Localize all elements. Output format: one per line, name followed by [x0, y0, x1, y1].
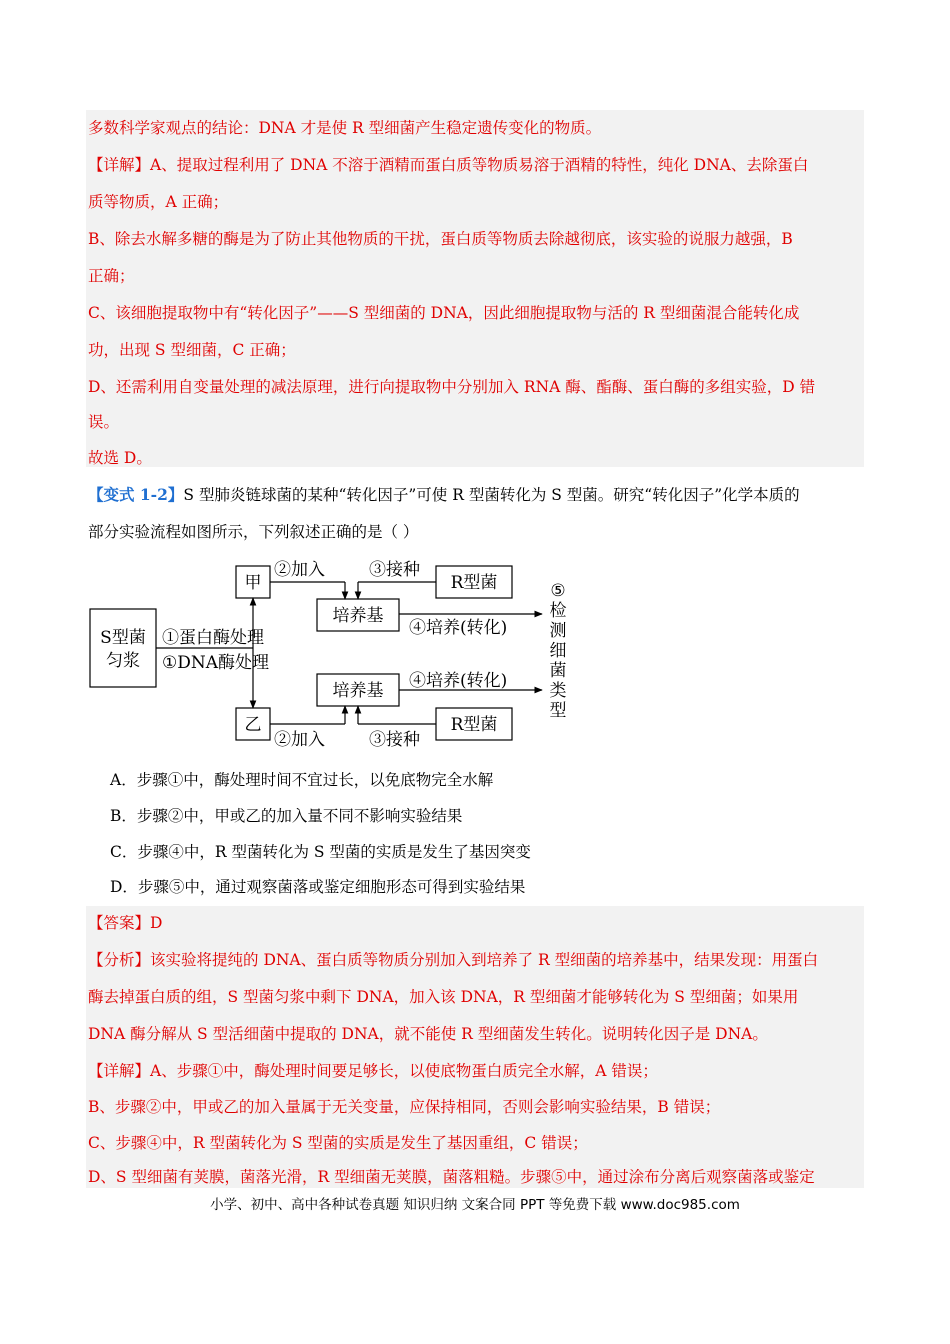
inoculate-label-bottom: ③接种 [369, 730, 420, 750]
analysis-line-3: DNA 酶分解从 S 型活细菌中提取的 DNA，就不能使 R 型细菌发生转化。说明转化因子是 DNA。 [88, 1025, 768, 1043]
inoculate-label-top: ③接种 [369, 560, 420, 580]
detail-text-a: A、提取过程利用了 DNA 不溶于酒精而蛋白质等物质易溶于酒精的特性，纯化 DNA、去除蛋白 [150, 156, 809, 174]
detect-char: 类 [549, 681, 567, 701]
detail-line-6: 功，出现 S 型细菌，C 正确； [88, 341, 296, 359]
detail2-line-4: D、S 型细菌有荚膜，菌落光滑，R 型细菌无荚膜，菌落粗糙。步骤⑤中，通过涂布分离后观察菌落或鉴定 [88, 1168, 815, 1186]
detect-char: 型 [549, 701, 567, 721]
culture-label-top: ④培养(转化) [409, 618, 508, 638]
add-label-bottom: ②加入 [274, 730, 325, 750]
detail-line-7: D、还需利用自变量处理的减法原理，进行向提取物中分别加入 RNA 酶、酯酶、蛋白酶的多组实验，D 错 [88, 378, 816, 396]
option-d: D．步骤⑤中，通过观察菌落或鉴定细胞形态可得到实验结果 [110, 878, 526, 896]
medium-label-top: 培养基 [332, 606, 384, 626]
yi-label: 乙 [244, 715, 262, 735]
add-label-top: ②加入 [274, 560, 325, 580]
detail2-line-1 [88, 1061, 864, 1081]
detect-char: 测 [549, 621, 567, 641]
detail2-text-1: A、步骤①中，酶处理时间要足够长，以使底物蛋白质完全水解，A 错误； [150, 1062, 658, 1080]
r-strain-label-bottom: R型菌 [450, 715, 498, 735]
detect-char: 菌 [549, 661, 567, 681]
option-a: A．步骤①中，酶处理时间不宜过长，以免底物完全水解 [110, 771, 494, 789]
jia-label: 甲 [244, 573, 262, 593]
analysis-text-1: 该实验将提纯的 DNA、蛋白质等物质分别加入到培养了 R 型细菌的培养基中，结果发现：用蛋白 [150, 951, 819, 969]
detail-line-5: C、该细胞提取物中有“转化因子”——S 型细菌的 DNA，因此细胞提取物与活的 R 型细菌混合能转化成 [88, 304, 800, 322]
detail-line-8: 误。 [88, 413, 120, 431]
question-line-2: 部分实验流程如图所示，下列叙述正确的是（ ） [88, 523, 419, 541]
detail-line-3: B、除去水解多糖的酶是为了防止其他物质的干扰，蛋白质等物质去除越彻底，该实验的说服力越强，B [88, 230, 793, 248]
detect-char: 检 [549, 601, 567, 621]
s-box-label-2: 匀浆 [106, 651, 140, 671]
detail-tag: 【详解】 [88, 156, 151, 174]
detail2-tag: 【详解】 [88, 1062, 151, 1080]
culture-label-bottom: ④培养(转化) [409, 671, 508, 691]
page-footer: 小学、初中、高中各种试卷真题 知识归纳 文案合同 PPT 等免费下载 www.doc985.com [210, 1197, 740, 1213]
choice-line: 故选 D。 [88, 449, 152, 467]
s-box-label-1: S型菌 [100, 628, 146, 648]
option-c: C．步骤④中，R 型菌转化为 S 型菌的实质是发生了基因突变 [110, 843, 531, 861]
r-strain-label-top: R型菌 [450, 573, 498, 593]
question-text-1: S 型肺炎链球菌的某种“转化因子”可使 R 型菌转化为 S 型菌。研究“转化因子”化学本质的 [183, 486, 800, 504]
detail-line-4: 正确； [88, 267, 135, 285]
detail-line-1 [88, 155, 864, 175]
analysis-line-1 [88, 950, 864, 970]
detail2-line-2: B、步骤②中，甲或乙的加入量属于无关变量，应保持相同，否则会影响实验结果，B 错误； [88, 1098, 721, 1116]
detail-line-2: 质等物质，A 正确； [88, 193, 229, 211]
analysis-line-2: 酶去掉蛋白质的组，S 型菌匀浆中剩下 DNA，加入该 DNA，R 型细菌才能够转化为 S 型细菌；如果用 [88, 988, 799, 1006]
detect-char: ⑤ [550, 581, 566, 601]
analysis-tag: 【分析】 [88, 951, 151, 969]
detect-char: 细 [549, 641, 567, 661]
answer-line: 【答案】D [88, 914, 163, 932]
variant-tag: 【变式 1-2】 [88, 485, 184, 504]
option-b: B．步骤②中，甲或乙的加入量不同不影响实验结果 [110, 807, 463, 825]
dnase-label: ①DNA酶处理 [162, 653, 270, 673]
protease-label: ①蛋白酶处理 [162, 628, 264, 648]
experiment-flow-diagram [86, 556, 586, 752]
medium-label-bottom: 培养基 [332, 681, 384, 701]
conclusion-line: 多数科学家观点的结论：DNA 才是使 R 型细菌产生稳定遗传变化的物质。 [88, 119, 602, 137]
detail2-line-3: C、步骤④中，R 型菌转化为 S 型菌的实质是发生了基因重组，C 错误； [88, 1134, 588, 1152]
s-homogenate-box [90, 609, 156, 687]
question-line-1 [88, 485, 864, 505]
